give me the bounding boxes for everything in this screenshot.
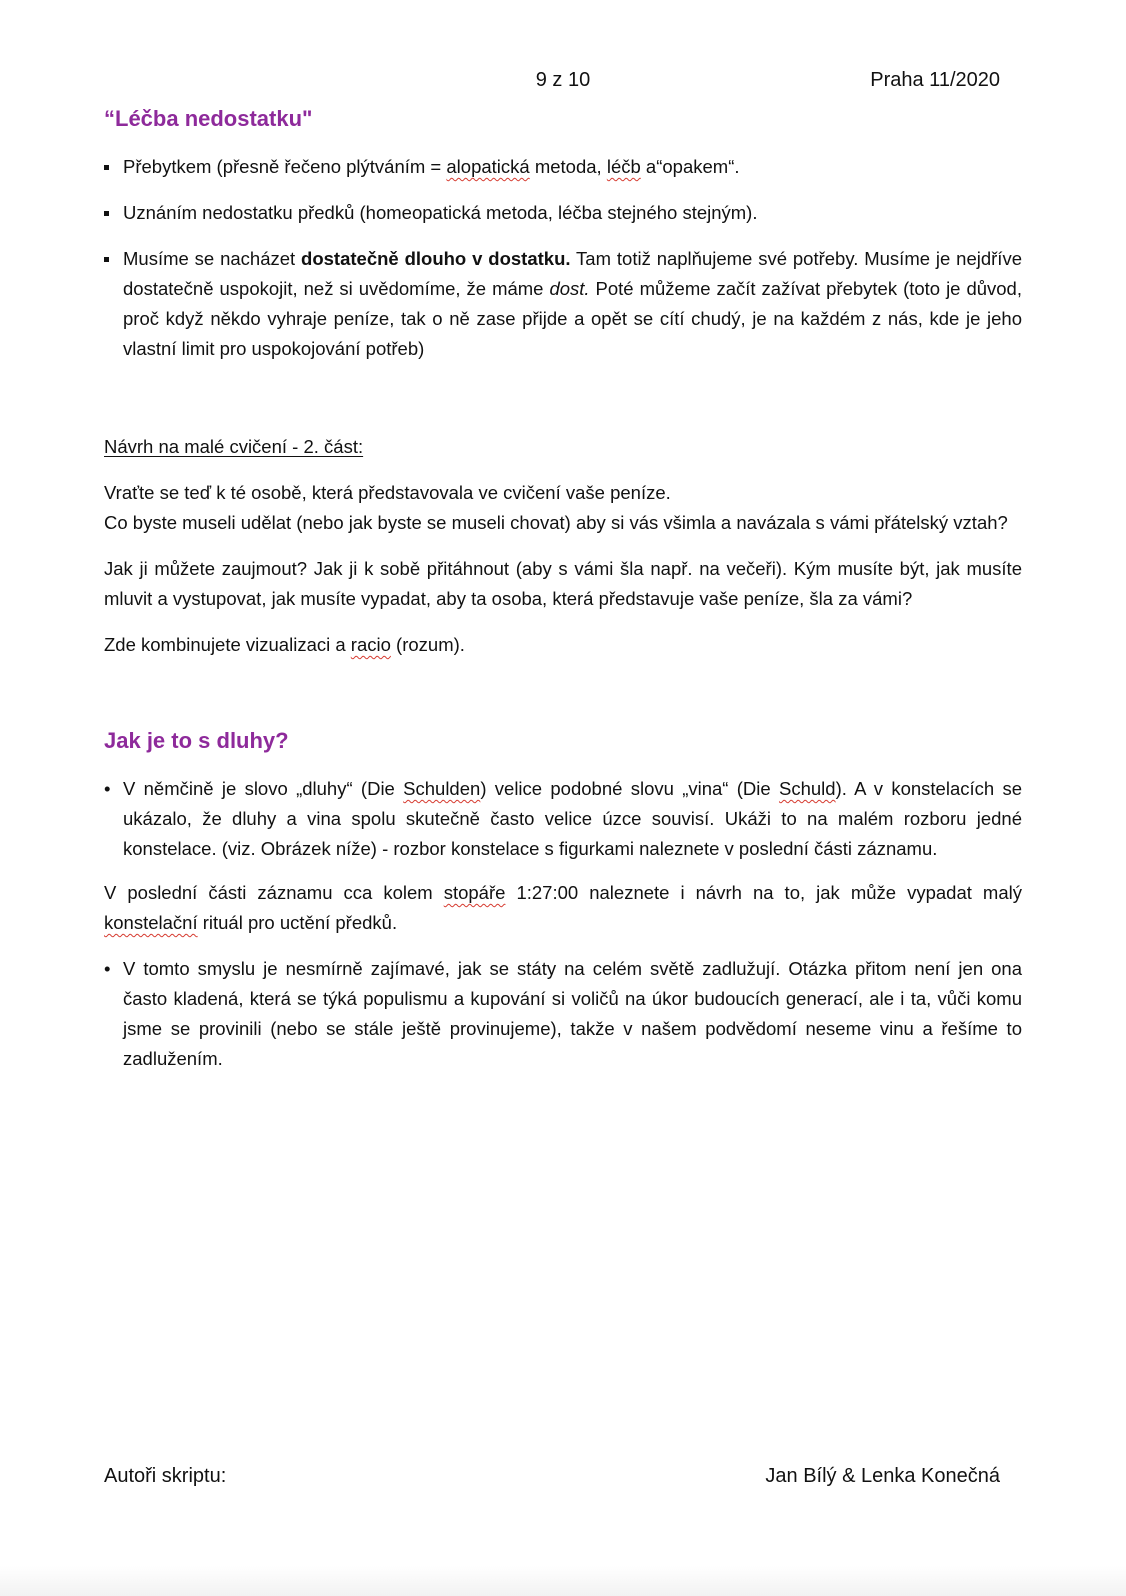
footer-authors-label: Autoři skriptu: — [104, 1465, 227, 1487]
spellcheck-word: stopáře — [443, 882, 506, 903]
spellcheck-word: konstelační — [104, 912, 198, 933]
spellcheck-word: Schulden — [403, 778, 481, 799]
text-run: ) velice podobné slovu „vina“ (Die — [480, 778, 779, 799]
bullet-list-dluhy-2 — [104, 954, 1022, 1074]
italic-text: dost. — [549, 278, 590, 299]
location-date: Praha 11/2020 — [870, 69, 1000, 91]
paragraph — [104, 878, 1022, 938]
text-run: Poté můžeme začít zažívat přebytek (toto je důvod, proč když někdo vyhraje peníze, tak o ně zase přijde a opět se cítí chudý, je na každém z nás, kde je jeho vlastní limit pro uspokojování potřeb) — [123, 278, 1022, 359]
list-item — [104, 244, 1022, 364]
list-item — [104, 774, 1022, 864]
list-item: Uznáním nedostatku předků (homeopatická metoda, léčba stejného stejným). — [104, 198, 1022, 228]
text-run: ). A v konstelacích se ukázalo, že dluhy a vina spolu skutečně často velice úzce souvisí. Ukáži to na malém rozboru jedné konstelace. (viz. Obrázek níže) - rozbor konstelace s figurkami naleznete v poslední části záznamu. — [123, 778, 1022, 859]
spellcheck-word: alopatická — [446, 156, 530, 177]
bold-text: dostatečně dlouho v dostatku. — [301, 248, 571, 269]
text-run: Musíme se nacházet — [123, 248, 302, 269]
exercise-paragraph — [104, 630, 1022, 660]
spellcheck-word: racio — [350, 634, 391, 655]
page-indicator: 9 z 10 — [535, 69, 591, 91]
text-run: (rozum). — [390, 634, 465, 655]
exercise-paragraph — [104, 478, 1022, 538]
list-item — [104, 152, 1022, 182]
text-run: Zde kombinujete vizualizaci a — [104, 634, 351, 655]
page-bottom-edge — [0, 1566, 1126, 1596]
text-run: metoda, — [529, 156, 607, 177]
text-run: Vraťte se teď k té osobě, která představovala ve cvičení vaše peníze. — [104, 482, 671, 503]
text-run: 1:27:00 naleznete i návrh na to, jak může vypadat malý — [505, 882, 1022, 903]
footer-authors-names: Jan Bílý & Lenka Konečná — [765, 1465, 1000, 1487]
text-run: a“opakem“. — [640, 156, 740, 177]
text-run: Co byste museli udělat (nebo jak byste se museli chovat) aby si vás všimla a navázala s vámi přátelský vztah? — [104, 512, 1008, 533]
bullet-list-lecba — [104, 152, 1022, 364]
section-heading-dluhy: Jak je to s dluhy? — [104, 728, 289, 753]
text-run: V němčině je slovo „dluhy“ (Die — [123, 778, 404, 799]
text-run: V poslední části záznamu cca kolem — [104, 882, 444, 903]
text-run: rituál pro uctění předků. — [197, 912, 398, 933]
spellcheck-word: léčb — [606, 156, 641, 177]
text-run: Tam totiž naplňujeme své potřeby. Musíme je nejdříve dostatečně uspokojit, než si uvědomíme, že máme — [123, 248, 1022, 299]
section-heading-lecba: “Léčba nedostatku" — [104, 106, 313, 131]
bullet-list-dluhy — [104, 774, 1022, 864]
text-run: Přebytkem (přesně řečeno plýtváním = — [123, 156, 447, 177]
exercise-paragraph: Jak ji můžete zaujmout? Jak ji k sobě přitáhnout (aby s vámi šla např. na večeři). Kým musíte být, jak musíte mluvit a vystupovat, jak musíte vypadat, aby ta osoba, která představuje vaše peníze, šla za vámi? — [104, 558, 1022, 609]
exercise-title: Návrh na malé cvičení - 2. část: — [104, 436, 364, 457]
list-item: • V tomto smyslu je nesmírně zajímavé, jak se státy na celém světě zadlužují. Otázka přitom není jen ona často kladená, která se týká populismu a kupování si voličů na úkor budoucích generací, ale i ta, vůči komu jsme se provinili (nebo se stále ještě provinujeme), takže v našem podvědomí neseme vinu a řešíme to zadlužením. — [104, 954, 1022, 1074]
page-content — [104, 102, 1022, 1074]
spellcheck-word: Schuld — [778, 778, 836, 799]
